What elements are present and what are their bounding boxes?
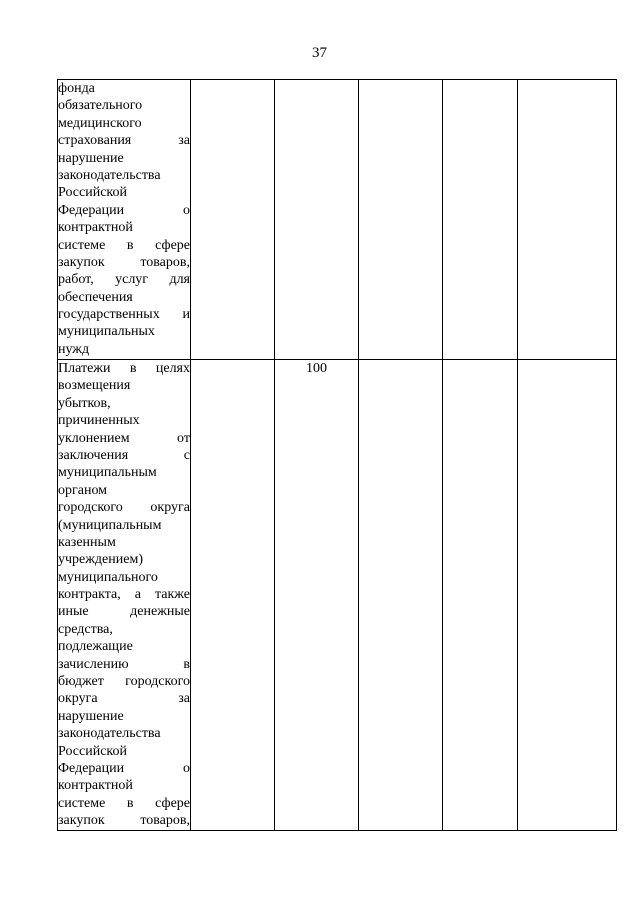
description-line: законодательства — [58, 726, 161, 742]
description-line: учреждением) — [58, 552, 143, 568]
table-row — [58, 360, 617, 831]
description-line: Российской — [58, 185, 127, 201]
table-cell — [359, 80, 443, 360]
description-line: Федерации о — [58, 202, 190, 218]
table-cell — [191, 80, 275, 360]
table-cell — [518, 360, 617, 831]
description-line: законодательства — [58, 167, 161, 183]
description-line: системе в сфере — [58, 795, 190, 811]
description-line: государственных и — [58, 307, 190, 323]
description-line: контрактной — [58, 778, 133, 794]
code-value-cell: 100 — [275, 360, 359, 831]
description-line: фонда — [58, 81, 95, 96]
description-line: Платежи в целях — [58, 361, 190, 376]
description-line: нарушение — [58, 150, 124, 166]
description-line: причиненных — [58, 413, 140, 429]
description-line: работ, услуг для — [58, 272, 190, 288]
description-line: закупок товаров, — [58, 813, 190, 829]
description-line: муниципального — [58, 569, 158, 585]
table-cell — [275, 80, 359, 360]
description-line: системе в сфере — [58, 237, 190, 253]
description-line: округа за — [58, 691, 190, 707]
table-row — [58, 80, 617, 360]
description-line: нарушение — [58, 708, 124, 724]
table-cell — [443, 80, 518, 360]
description-line: органом — [58, 482, 108, 498]
table-cell — [443, 360, 518, 831]
description-line: контракта, а также — [58, 587, 190, 603]
description-line: медицинского — [58, 115, 142, 131]
description-line: Российской — [58, 743, 127, 759]
description-line: подлежащие — [58, 639, 133, 655]
description-line: средства, — [58, 621, 113, 637]
description-line: зачислению в — [58, 656, 190, 672]
budget-table — [57, 79, 617, 831]
page-number: 37 — [312, 45, 327, 61]
description-line: заключения с — [58, 447, 190, 463]
description-line: Федерации о — [58, 760, 190, 776]
description-line: нужд — [58, 341, 90, 357]
description-line: убытков, — [58, 395, 111, 411]
description-line: закупок товаров, — [58, 254, 190, 270]
description-line: бюджет городского — [58, 674, 190, 690]
table-cell — [359, 360, 443, 831]
row-description-cell — [58, 80, 191, 360]
description-line: иные денежные — [58, 604, 190, 620]
description-line: обязательного — [58, 98, 143, 114]
description-line: муниципальным — [58, 465, 157, 481]
description-line: казенным — [58, 534, 116, 550]
description-line: (муниципальным — [58, 517, 162, 533]
description-line: муниципальных — [58, 324, 155, 340]
table-body — [58, 80, 617, 831]
description-line: контрактной — [58, 220, 133, 236]
row-description-cell — [58, 360, 191, 831]
table-cell — [191, 360, 275, 831]
description-line: обеспечения — [58, 289, 133, 305]
description-line: городского округа — [58, 500, 190, 516]
description-line: возмещения — [58, 378, 131, 394]
description-line: уклонением от — [58, 430, 190, 446]
table-cell — [518, 80, 617, 360]
description-line: страхования за — [58, 133, 190, 149]
